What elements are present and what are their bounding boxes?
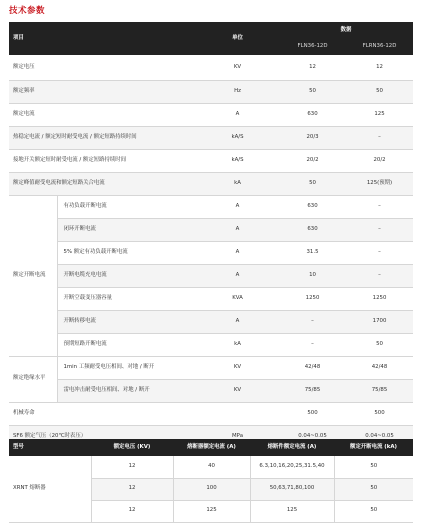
table-row — [9, 333, 413, 356]
row-value-2: – — [346, 218, 413, 241]
header-fuse-current: 熔断器额定电流 (A) — [173, 439, 250, 456]
header-link-current: 熔断件额定电流 (A) — [250, 439, 334, 456]
header-rated-voltage: 额定电压 (KV) — [91, 439, 173, 456]
row-unit: KV — [196, 356, 279, 379]
row-unit: A — [196, 103, 279, 126]
header-unit: 单位 — [196, 22, 279, 55]
row-value-1: 0.04~0.05 — [279, 425, 346, 448]
group-label-insulation: 额定绝缘水平 — [9, 356, 57, 402]
table-row — [9, 402, 413, 425]
row-value-1: – — [279, 333, 346, 356]
header-model-1: FLN36-12D — [279, 39, 346, 55]
row-label: 雷电冲击耐受电压相间、对地 / 断开 — [57, 379, 196, 402]
row-unit: A — [196, 241, 279, 264]
row-unit: MPa — [196, 425, 279, 448]
row-label: 5% 额定有功负载开断电流 — [57, 241, 196, 264]
table-row — [9, 195, 413, 218]
table-row — [9, 103, 413, 126]
row-unit: KV — [196, 55, 279, 80]
row-value-2: – — [346, 126, 413, 149]
table-row — [9, 241, 413, 264]
section-title: 技术参数 — [9, 6, 46, 16]
cell-fuse: 40 — [173, 456, 250, 478]
row-unit: A — [196, 218, 279, 241]
technical-parameters-table — [9, 22, 413, 449]
table-row — [9, 456, 413, 478]
table-row — [9, 149, 413, 172]
row-value-1: 75/85 — [279, 379, 346, 402]
row-value-1: – — [279, 310, 346, 333]
row-value-2: 1700 — [346, 310, 413, 333]
row-unit: A — [196, 195, 279, 218]
row-value-1: 630 — [279, 195, 346, 218]
cell-fuse: 125 — [173, 500, 250, 522]
row-label: 额定频率 — [9, 80, 196, 103]
row-value-1: 630 — [279, 103, 346, 126]
row-value-1: 500 — [279, 402, 346, 425]
table-row — [9, 287, 413, 310]
table-row — [9, 126, 413, 149]
table-row — [9, 264, 413, 287]
row-value-1: 12 — [279, 55, 346, 80]
row-label: 开断空载变压器容量 — [57, 287, 196, 310]
row-unit: A — [196, 310, 279, 333]
fuse-table — [9, 439, 413, 523]
cell-voltage: 12 — [91, 500, 173, 522]
row-label: 接地开关额定短时耐受电流 / 额定短路持续时间 — [9, 149, 196, 172]
row-value-1: 630 — [279, 218, 346, 241]
row-label: SF6 额定气压（20℃时表压） — [9, 425, 196, 448]
row-unit: kA/S — [196, 126, 279, 149]
table-row — [9, 218, 413, 241]
row-value-1: 31.5 — [279, 241, 346, 264]
row-unit: KVA — [196, 287, 279, 310]
row-label: 预期短路开断电流 — [57, 333, 196, 356]
row-value-1: 50 — [279, 80, 346, 103]
row-value-2: – — [346, 264, 413, 287]
row-value-1: 42/48 — [279, 356, 346, 379]
row-value-2: – — [346, 241, 413, 264]
table-row — [9, 80, 413, 103]
cell-fuse: 100 — [173, 478, 250, 500]
cell-voltage: 12 — [91, 478, 173, 500]
model-name: XRNT 熔断器 — [9, 456, 91, 522]
cell-link: 50,63,71,80,100 — [250, 478, 334, 500]
cell-breaking: 50 — [334, 478, 413, 500]
row-value-2: 20/2 — [346, 149, 413, 172]
cell-link: 125 — [250, 500, 334, 522]
header-model: 型号 — [9, 439, 91, 456]
header-item: 项目 — [9, 22, 196, 55]
row-unit: kA/S — [196, 149, 279, 172]
table-row — [9, 356, 413, 379]
row-label: 开断电缆充电电流 — [57, 264, 196, 287]
cell-breaking: 50 — [334, 456, 413, 478]
row-value-2: 12 — [346, 55, 413, 80]
row-label: 闭环开断电流 — [57, 218, 196, 241]
row-value-2: 125(预期) — [346, 172, 413, 195]
group-label-breaking: 额定开断电流 — [9, 195, 57, 356]
row-label: 额定电压 — [9, 55, 196, 80]
row-value-2: 75/85 — [346, 379, 413, 402]
cell-link: 6.3,10,16,20,25,31.5,40 — [250, 456, 334, 478]
row-unit: Hz — [196, 80, 279, 103]
row-value-1: 10 — [279, 264, 346, 287]
row-value-1: 1250 — [279, 287, 346, 310]
row-unit: kA — [196, 172, 279, 195]
row-value-2: 500 — [346, 402, 413, 425]
row-unit: A — [196, 264, 279, 287]
header-model-2: FLRN36-12D — [346, 39, 413, 55]
row-value-2: 125 — [346, 103, 413, 126]
row-value-1: 20/2 — [279, 149, 346, 172]
row-value-2: 1250 — [346, 287, 413, 310]
row-value-2: 0.04~0.05 — [346, 425, 413, 448]
table-row — [9, 172, 413, 195]
row-unit: KV — [196, 379, 279, 402]
row-value-2: 42/48 — [346, 356, 413, 379]
row-value-2: 50 — [346, 333, 413, 356]
table-row — [9, 379, 413, 402]
row-unit — [196, 402, 279, 425]
table-row — [9, 55, 413, 80]
row-value-2: – — [346, 195, 413, 218]
table-row — [9, 310, 413, 333]
row-label: 1min 工频耐受电压相间、对地 / 断开 — [57, 356, 196, 379]
row-unit: kA — [196, 333, 279, 356]
header-data: 数据 — [279, 22, 413, 39]
row-value-2: 50 — [346, 80, 413, 103]
row-label: 热稳定电流 / 额定短时耐受电流 / 额定短路持续时间 — [9, 126, 196, 149]
row-label: 额定峰值耐受电流和额定短路关合电流 — [9, 172, 196, 195]
row-label: 机械寿命 — [9, 402, 196, 425]
header-breaking-current: 额定开断电流 (kA) — [334, 439, 413, 456]
row-label: 有功负载开断电流 — [57, 195, 196, 218]
row-label: 开断转移电流 — [57, 310, 196, 333]
cell-breaking: 50 — [334, 500, 413, 522]
row-value-1: 50 — [279, 172, 346, 195]
row-label: 额定电流 — [9, 103, 196, 126]
row-value-1: 20/3 — [279, 126, 346, 149]
cell-voltage: 12 — [91, 456, 173, 478]
